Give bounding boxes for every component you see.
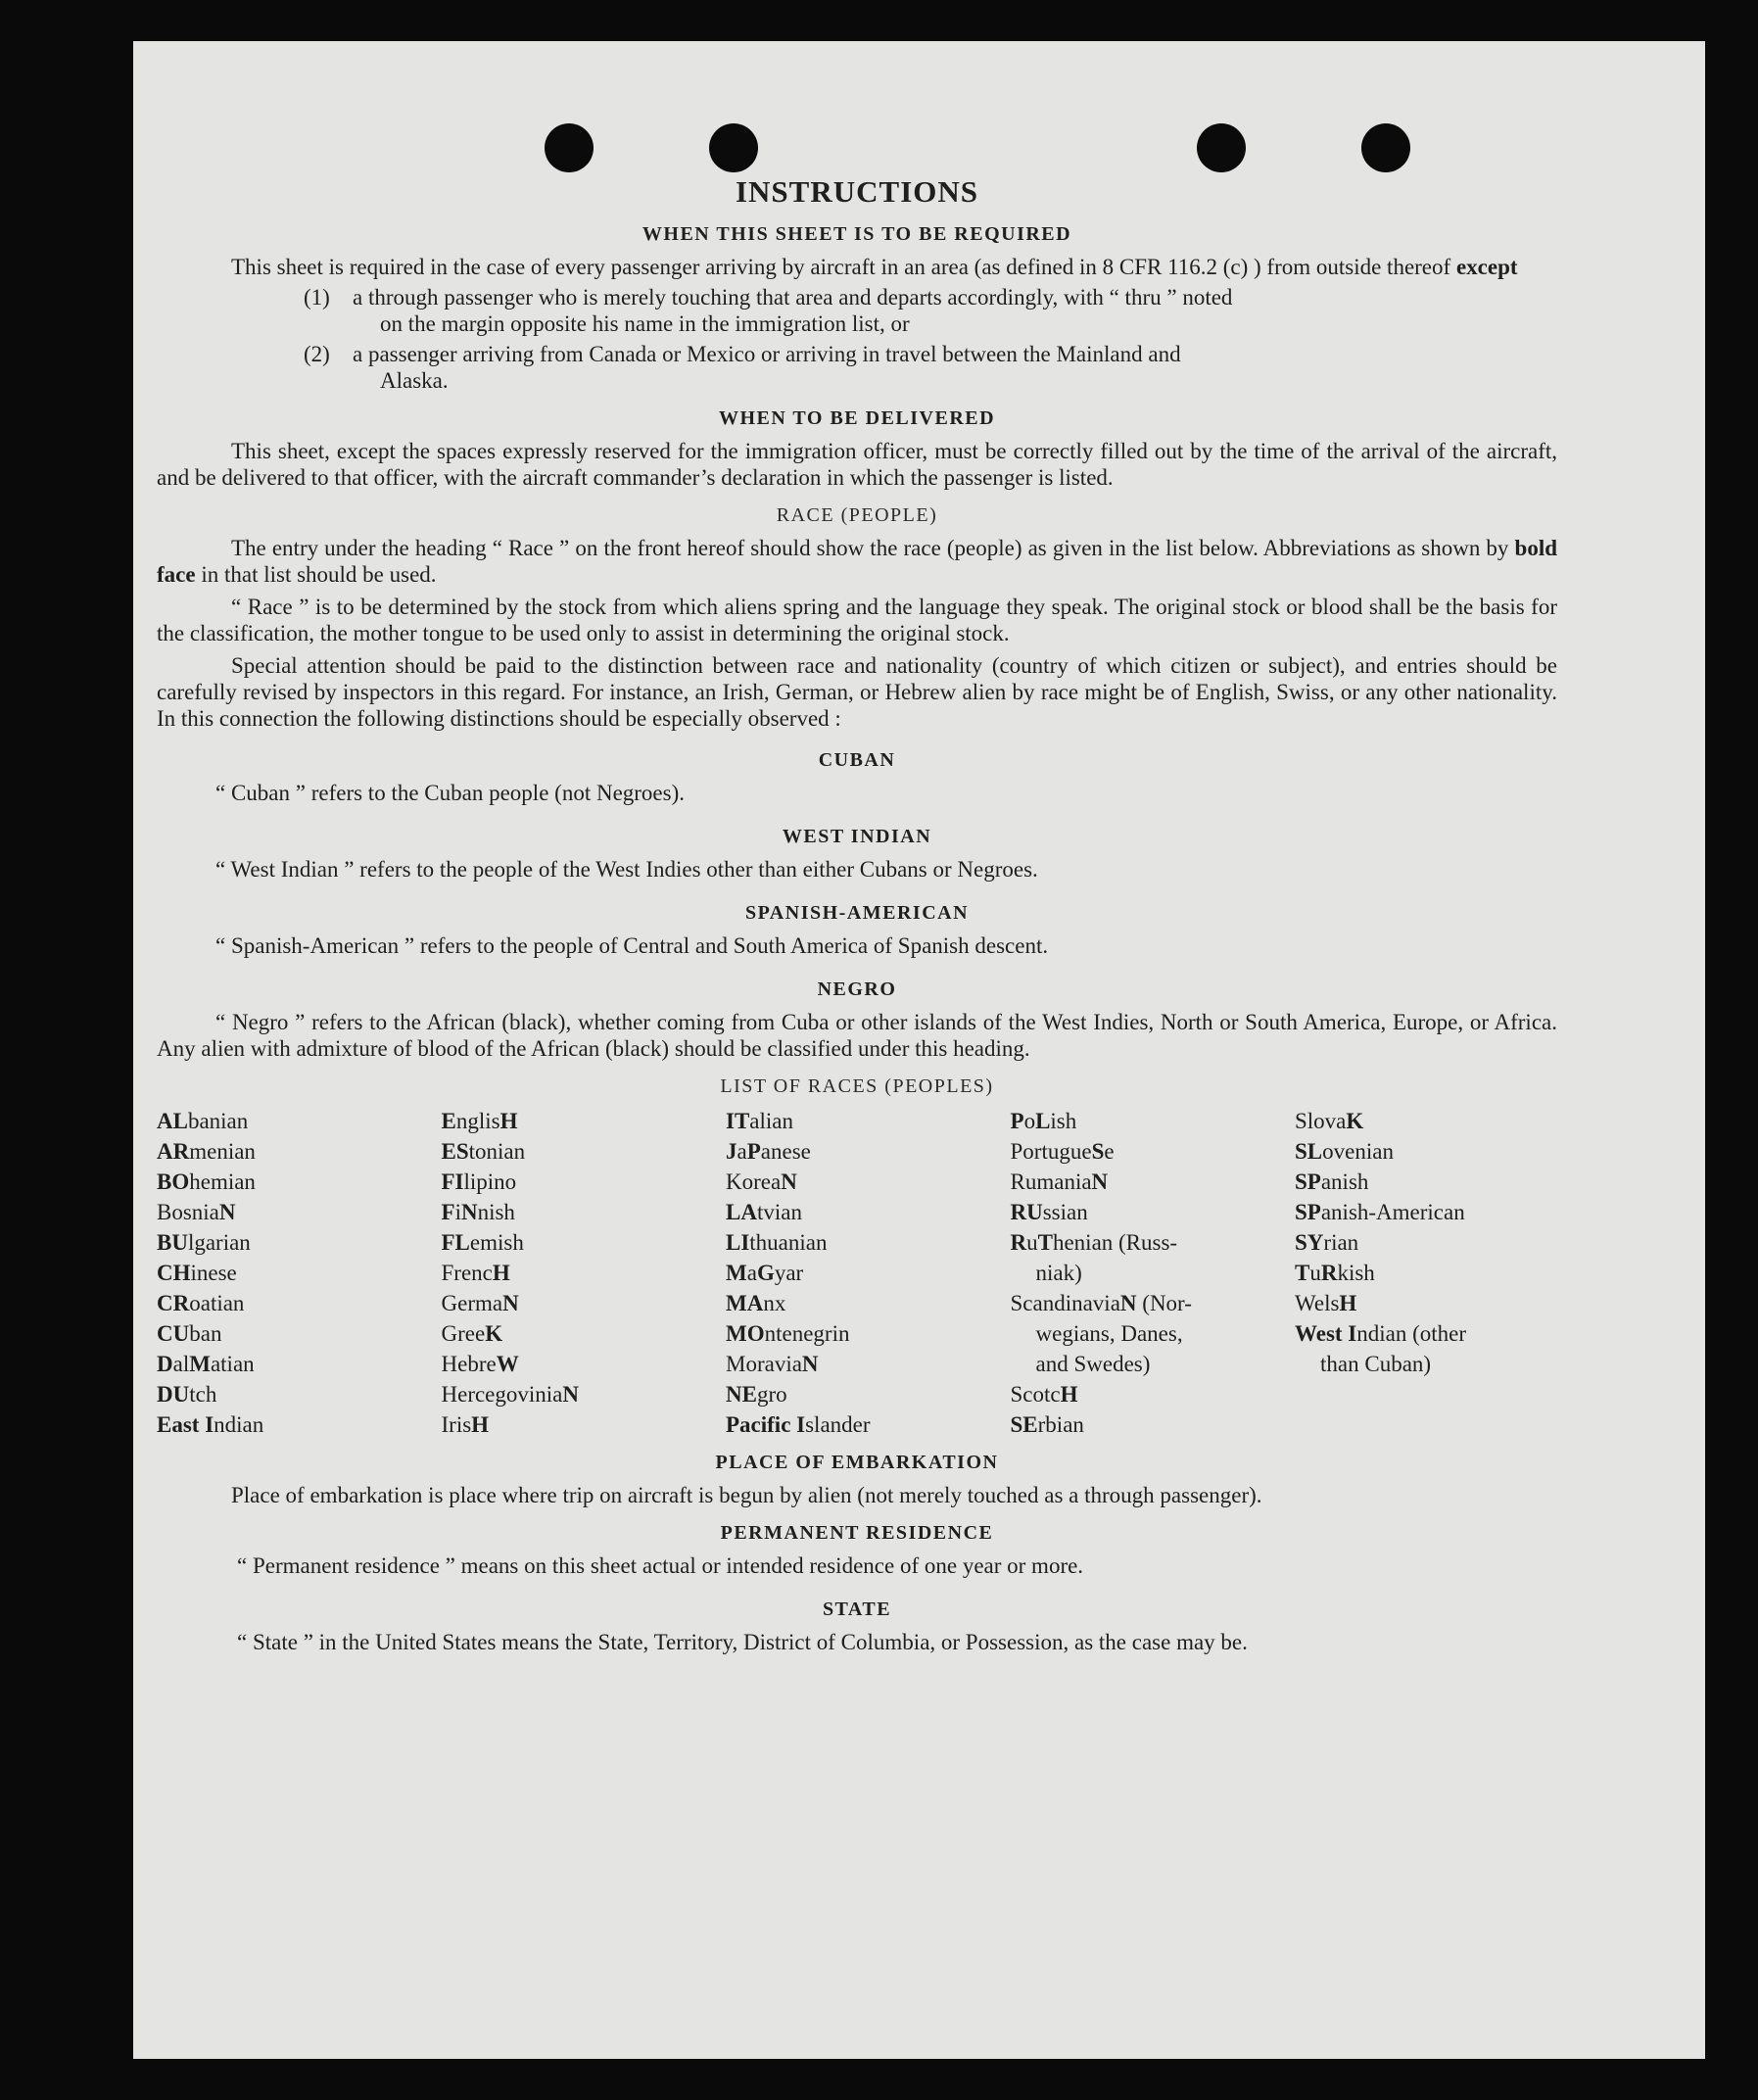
race-entry: EnglisH: [441, 1109, 518, 1133]
race-entry: ALbanian: [157, 1109, 249, 1133]
race-entry: West Indian (other than Cuban): [1295, 1321, 1467, 1376]
race-entry: BUlgarian: [157, 1230, 251, 1255]
section-heading-negro: NEGRO: [817, 978, 897, 1000]
exception-item: [304, 341, 1557, 394]
race-entry: WelsH: [1295, 1291, 1357, 1315]
section-text-residence: “ Permanent residence ” means on this sheet actual or intended residence of one year or more.: [237, 1553, 1084, 1578]
race-entry: FIlipino: [441, 1169, 517, 1194]
race-entry: PortugueSe: [1010, 1139, 1115, 1164]
race-entry: RuThenian (Russ- niak): [1010, 1230, 1178, 1285]
race-entry: East Indian: [157, 1412, 264, 1437]
races-list: [157, 1106, 1557, 1440]
page-title: INSTRUCTIONS: [735, 174, 978, 209]
exception-text-cont: on the margin opposite his name in the immigration list, or: [380, 311, 910, 336]
races-column: [442, 1106, 704, 1440]
section-heading-when-required: WHEN THIS SHEET IS TO BE REQUIRED: [641, 223, 1072, 245]
race-entry: DUtch: [157, 1382, 217, 1407]
race-entry: TuRkish: [1295, 1261, 1375, 1285]
race-entry: LAtvian: [726, 1200, 802, 1224]
race-entry: SErbian: [1010, 1412, 1084, 1437]
section-text-cuban: “ Cuban ” refers to the Cuban people (not Negroes).: [215, 781, 686, 805]
section-text-state: “ State ” in the United States means the State, Territory, District of Columbia, or Possession, as the case may be.: [237, 1630, 1248, 1654]
section-heading-west-indian: WEST INDIAN: [782, 826, 932, 847]
exception-text-cont: Alaska.: [380, 368, 449, 393]
race-entry: GermaN: [441, 1291, 519, 1315]
race-entry: RUssian: [1010, 1200, 1088, 1224]
section-heading-cuban: CUBAN: [818, 749, 896, 771]
race-entry: MaGyar: [726, 1261, 804, 1285]
race-entry: BosniaN: [157, 1200, 236, 1224]
race-entry: MOntenegrin: [726, 1321, 850, 1346]
section-text-when-delivered: This sheet, except the spaces expressly reserved for the immigration officer, must be correctly filled out by the time of the arrival of the aircraft, and be delivered to that officer, with the aircraft commander’s declaration in which the passenger is listed.: [157, 439, 1557, 490]
races-column: [1295, 1106, 1557, 1440]
section-heading-spanish-american: SPANISH-AMERICAN: [744, 902, 970, 924]
exception-text: a passenger arriving from Canada or Mexico or arriving in travel between the Mainland and: [353, 342, 1181, 366]
race-entry: MoraviaN: [726, 1352, 819, 1376]
section-text-embarkation: Place of embarkation is place where trip on aircraft is begun by alien (not merely touched as a through passenger).: [231, 1483, 1262, 1507]
race-entry: FiNnish: [441, 1200, 515, 1224]
section-heading-embarkation: PLACE OF EMBARKATION: [715, 1452, 999, 1473]
race-entry: SlovaK: [1295, 1109, 1364, 1133]
section-text-west-indian: “ West Indian ” refers to the people of the West Indies other than either Cubans or Negroes.: [215, 857, 1038, 882]
section-heading-race: RACE (PEOPLE): [776, 504, 938, 526]
race-entry: SPanish: [1295, 1169, 1369, 1194]
race-entry: Pacific Islander: [726, 1412, 871, 1437]
section-heading-state: STATE: [822, 1599, 892, 1620]
exception-number: (1): [304, 285, 330, 310]
race-entry: ARmenian: [157, 1139, 256, 1164]
race-paragraph-2: “ Race ” is to be determined by the stock from which aliens spring and the language they speak. The original stock or blood shall be the basis for the classification, the mother tongue to be used only to assist in determining the original stock.: [157, 595, 1557, 645]
races-column: [726, 1106, 988, 1440]
section-heading-residence: PERMANENT RESIDENCE: [720, 1522, 994, 1544]
race-entry: EStonian: [441, 1139, 526, 1164]
races-column: [157, 1106, 419, 1440]
race-entry: GreeK: [441, 1321, 503, 1346]
race-entry: HercegoviniaN: [441, 1382, 580, 1407]
race-entry: DalMatian: [157, 1352, 255, 1376]
exception-item: [304, 284, 1557, 337]
races-column: [1011, 1106, 1273, 1440]
section-text-spanish-american: “ Spanish-American ” refers to the people of Central and South America of Spanish descent.: [215, 933, 1049, 958]
race-entry: FrencH: [441, 1261, 510, 1285]
race-entry: CHinese: [157, 1261, 237, 1285]
exception-text: a through passenger who is merely touching that area and departs accordingly, with “ thru ” noted: [353, 285, 1233, 310]
race-entry: SLovenian: [1295, 1139, 1394, 1164]
race-entry: LIthuanian: [726, 1230, 828, 1255]
document-content: [157, 133, 1557, 1655]
race-entry: CUban: [157, 1321, 222, 1346]
race-entry: SYrian: [1295, 1230, 1359, 1255]
section-heading-when-delivered: WHEN TO BE DELIVERED: [718, 407, 996, 429]
race-entry: NEgro: [726, 1382, 787, 1407]
race-entry: MAnx: [726, 1291, 786, 1315]
race-entry: KoreaN: [726, 1169, 797, 1194]
race-entry: SPanish-American: [1295, 1200, 1465, 1224]
race-entry: JaPanese: [726, 1139, 811, 1164]
race-entry: IrisH: [441, 1412, 490, 1437]
race-entry: CRoatian: [157, 1291, 245, 1315]
race-entry: ScotcH: [1010, 1382, 1078, 1407]
race-paragraph-1: The entry under the heading “ Race ” on the front hereof should show the race (people) as given in the list below. Abbreviations as shown by bold face in that list should be used.: [157, 536, 1558, 587]
race-entry: FLemish: [441, 1230, 524, 1255]
exception-number: (2): [304, 342, 330, 366]
section-heading-list-of-races: LIST OF RACES (PEOPLES): [720, 1075, 994, 1097]
race-entry: BOhemian: [157, 1169, 256, 1194]
race-entry: RumaniaN: [1010, 1169, 1109, 1194]
race-entry: ScandinaviaN (Nor- wegians, Danes, and Swedes): [1010, 1291, 1192, 1376]
race-entry: PoLish: [1010, 1109, 1077, 1133]
section-text-when-required: This sheet is required in the case of every passenger arriving by aircraft in an area (as defined in 8 CFR 116.2 (c) ) from outside thereof except: [231, 255, 1518, 279]
section-text-negro: “ Negro ” refers to the African (black), whether coming from Cuba or other islands of the West Indies, North or South America, Europe, or Africa. Any alien with admixture of blood of the African (black) should be classified under this heading.: [157, 1010, 1557, 1061]
race-entry: HebreW: [441, 1352, 519, 1376]
race-entry: ITalian: [726, 1109, 793, 1133]
race-paragraph-3: Special attention should be paid to the distinction between race and nationality (country of which citizen or subject), and entries should be carefully revised by inspectors in this regard. For instance, an Irish, German, or Hebrew alien by race might be of English, Swiss, or any other nationality. In this connection the following distinctions should be especially observed :: [157, 653, 1557, 731]
